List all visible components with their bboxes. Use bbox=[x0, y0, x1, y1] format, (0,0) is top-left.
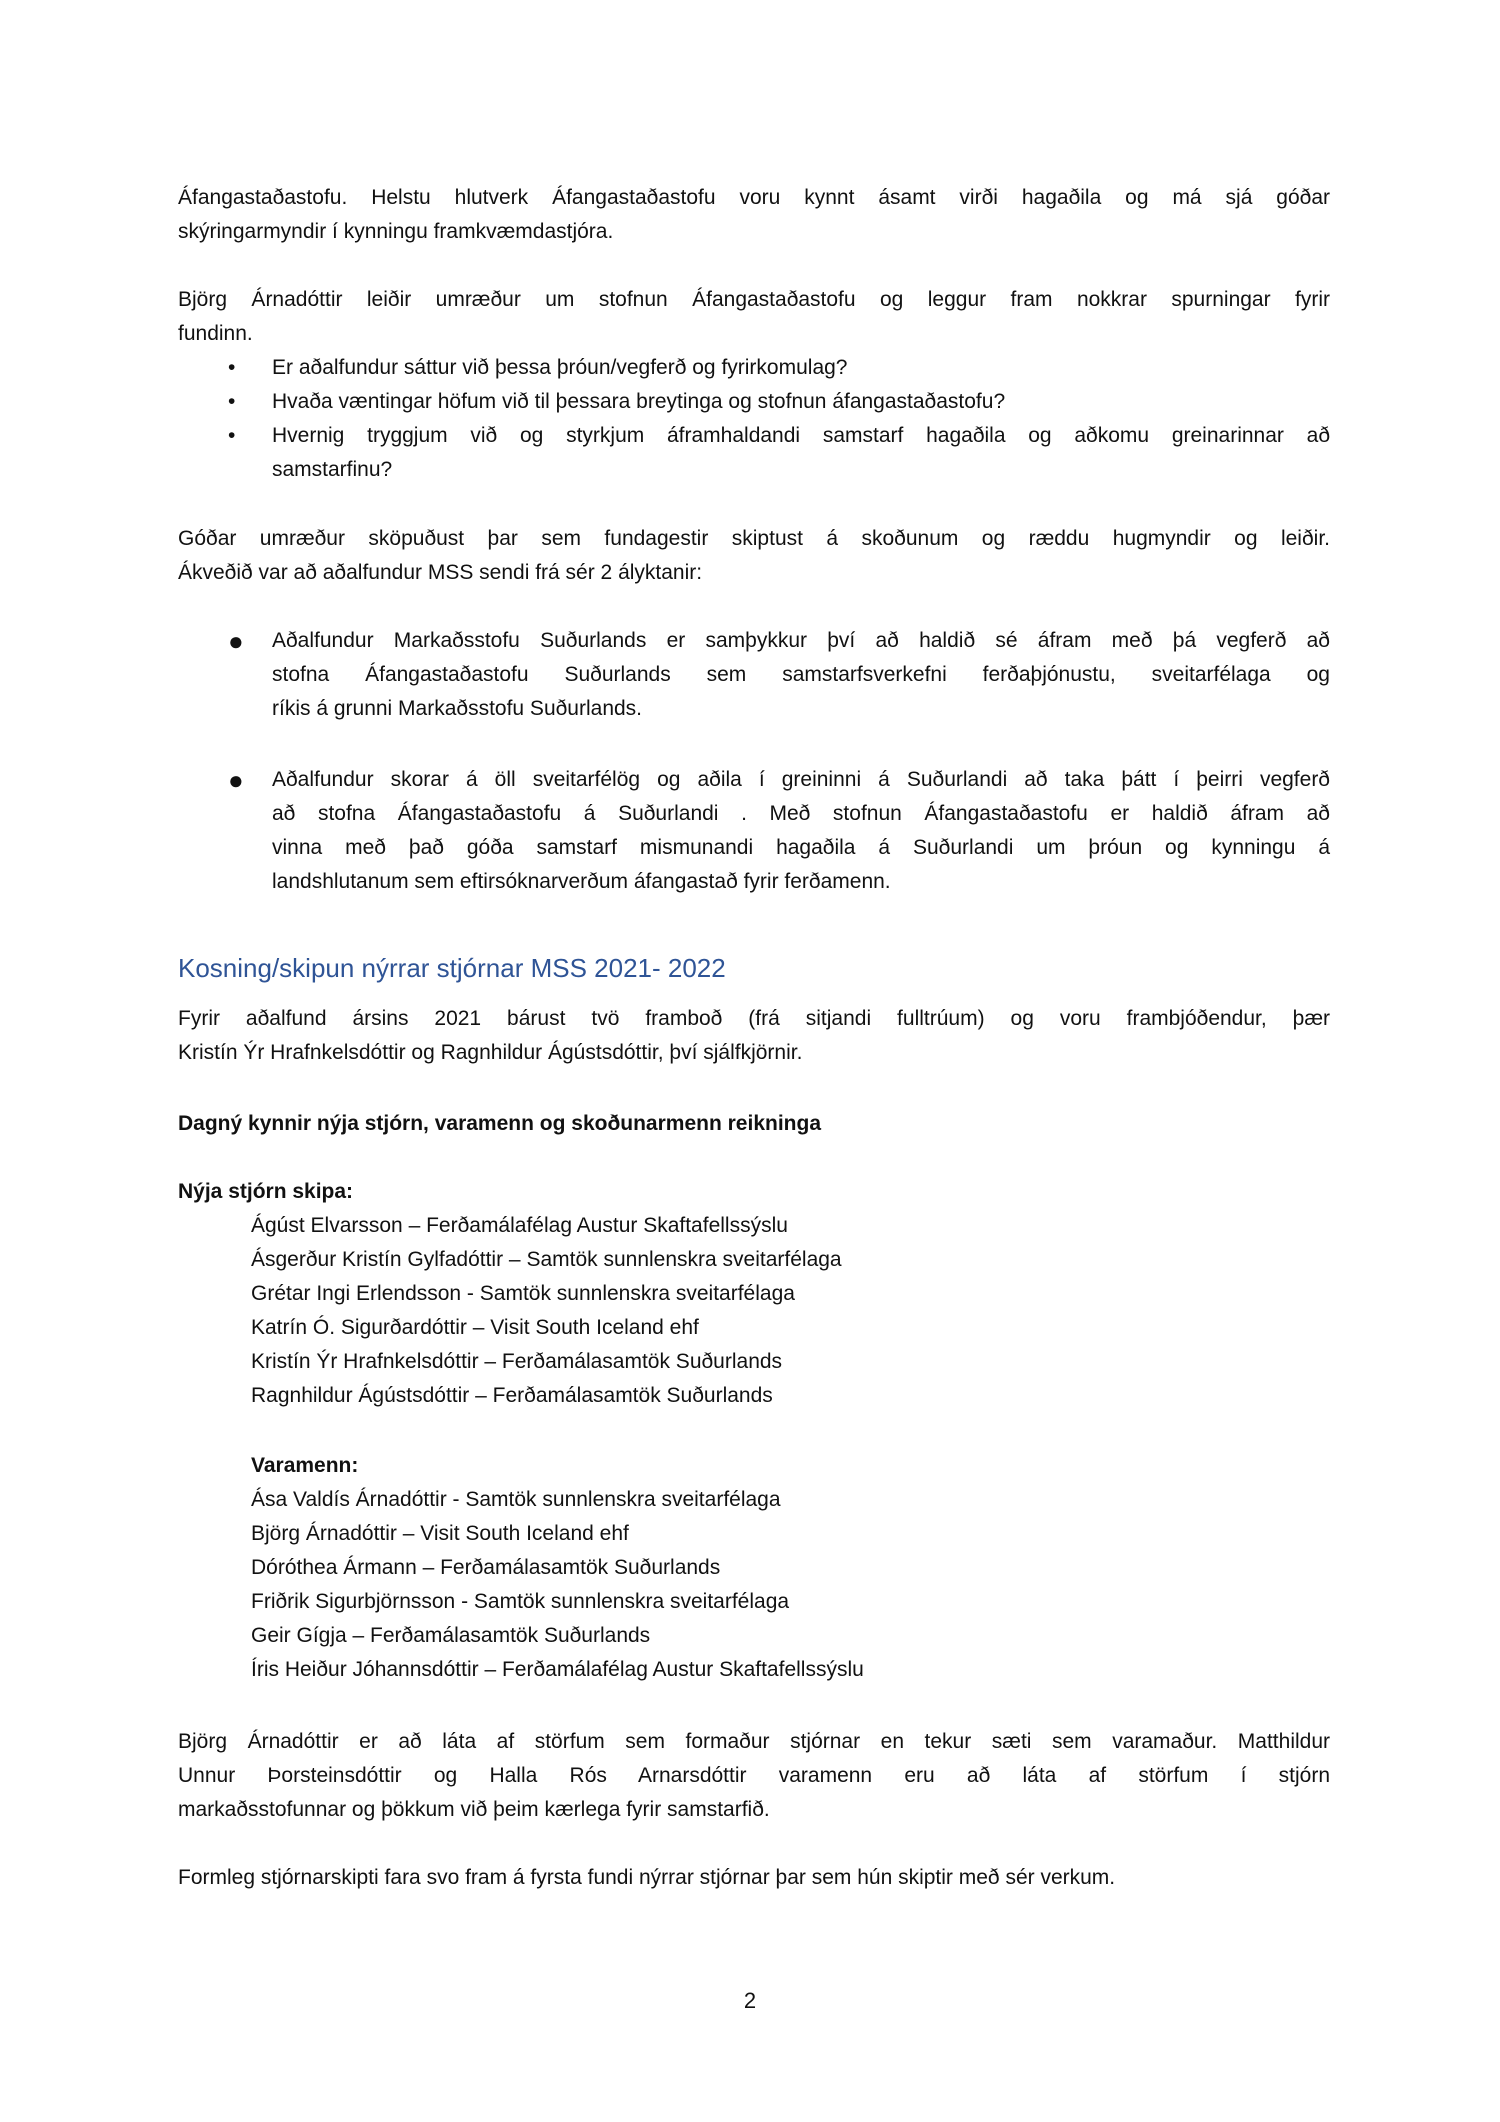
bullet-icon: ● bbox=[228, 626, 244, 656]
text-line: Kristín Ýr Hrafnkelsdóttir og Ragnhildur Ágústsdóttir, því sjálfkjörnir. bbox=[178, 1041, 803, 1064]
alternates-list bbox=[251, 1449, 1251, 1687]
bullet-icon: • bbox=[228, 356, 236, 379]
alternate-member: Friðrik Sigurbjörnsson - Samtök sunnlenskra sveitarfélaga bbox=[251, 1590, 790, 1613]
bullet-icon: ● bbox=[228, 765, 244, 795]
text-line: Aðalfundur Markaðsstofu Suðurlands er samþykkur því að haldið sé áfram með þá vegferð að bbox=[272, 629, 1330, 652]
text-line: Björg Árnadóttir leiðir umræður um stofnun Áfangastaðastofu og leggur fram nokkrar spurningar fyrir bbox=[178, 288, 1330, 311]
text-line: stofna Áfangastaðastofu Suðurlands sem samstarfsverkefni ferðaþjónustu, sveitarfélaga og bbox=[272, 663, 1330, 686]
text-line: Hvaða væntingar höfum við til þessara breytinga og stofnun áfangastaðastofu? bbox=[272, 390, 1006, 413]
list-item bbox=[228, 351, 1330, 385]
text-line: Hvernig tryggjum við og styrkjum áframhaldandi samstarf hagaðila og aðkomu greinarinnar að bbox=[272, 424, 1330, 447]
paragraph-outcome bbox=[178, 522, 1330, 590]
board-member: Katrín Ó. Sigurðardóttir – Visit South Iceland ehf bbox=[251, 1316, 699, 1339]
board-member: Kristín Ýr Hrafnkelsdóttir – Ferðamálasamtök Suðurlands bbox=[251, 1350, 783, 1373]
board-member: Grétar Ingi Erlendsson - Samtök sunnlenskra sveitarfélaga bbox=[251, 1282, 795, 1305]
text-line: ríkis á grunni Markaðsstofu Suðurlands. bbox=[272, 697, 643, 720]
text-line: Áfangastaðastofu. Helstu hlutverk Áfangastaðastofu voru kynnt ásamt virði hagaðila og má sjá góðar bbox=[178, 186, 1330, 209]
board-list bbox=[251, 1209, 1251, 1413]
alternate-member: Dóróthea Ármann – Ferðamálasamtök Suðurlands bbox=[251, 1556, 721, 1579]
alternate-member: Ása Valdís Árnadóttir - Samtök sunnlenskra sveitarfélaga bbox=[251, 1488, 781, 1511]
board-member: Ragnhildur Ágústsdóttir – Ferðamálasamtök Suðurlands bbox=[251, 1384, 773, 1407]
paragraph-handover bbox=[178, 1861, 1330, 1895]
resolutions-list-2 bbox=[228, 763, 1330, 899]
alternate-member: Björg Árnadóttir – Visit South Iceland ehf bbox=[251, 1522, 629, 1545]
text-line: Ákveðið var að aðalfundur MSS sendi frá sér 2 ályktanir: bbox=[178, 561, 703, 584]
list-item bbox=[228, 763, 1330, 899]
text-line: samstarfinu? bbox=[272, 458, 393, 481]
paragraph-discussion-lead bbox=[178, 283, 1330, 351]
board-member: Ásgerður Kristín Gylfadóttir – Samtök sunnlenskra sveitarfélaga bbox=[251, 1248, 842, 1271]
section-heading: Kosning/skipun nýrrar stjórnar MSS 2021- 2022 bbox=[178, 953, 726, 983]
text-line: landshlutanum sem eftirsóknarverðum áfangastað fyrir ferðamenn. bbox=[272, 870, 891, 893]
alternates-label: Varamenn: bbox=[251, 1454, 359, 1477]
list-item bbox=[228, 419, 1330, 487]
text-line: skýringarmyndir í kynningu framkvæmdastjóra. bbox=[178, 220, 614, 243]
text-line: Fyrir aðalfund ársins 2021 bárust tvö framboð (frá sitjandi fulltrúum) og voru frambjóðendur, þær bbox=[178, 1007, 1330, 1030]
text-line: fundinn. bbox=[178, 322, 253, 345]
questions-list bbox=[228, 351, 1330, 487]
text-line: Dagný kynnir nýja stjórn, varamenn og skoðunarmenn reikninga bbox=[178, 1112, 821, 1135]
list-item bbox=[228, 385, 1330, 419]
resolutions-list bbox=[228, 624, 1330, 726]
bold-intro bbox=[178, 1107, 1330, 1141]
alternate-member: Íris Heiður Jóhannsdóttir – Ferðamálafélag Austur Skaftafellssýslu bbox=[251, 1658, 864, 1681]
text-line: Nýja stjórn skipa: bbox=[178, 1180, 354, 1203]
alternate-member: Geir Gígja – Ferðamálasamtök Suðurlands bbox=[251, 1624, 651, 1647]
list-item bbox=[228, 624, 1330, 726]
text-line: Er aðalfundur sáttur við þessa þróun/vegferð og fyrirkomulag? bbox=[272, 356, 848, 379]
text-line: Unnur Þorsteinsdóttir og Halla Rós Arnarsdóttir varamenn eru að láta af störfum í stjórn bbox=[178, 1764, 1330, 1787]
board-member: Ágúst Elvarsson – Ferðamálafélag Austur Skaftafellssýslu bbox=[251, 1214, 788, 1237]
bullet-icon: • bbox=[228, 424, 236, 447]
board-label bbox=[178, 1175, 1330, 1209]
text-line: Aðalfundur skorar á öll sveitarfélög og aðila í greininni á Suðurlandi að taka þátt í þeirri vegferð bbox=[272, 768, 1330, 791]
text-line: að stofna Áfangastaðastofu á Suðurlandi . Með stofnun Áfangastaðastofu er haldið áfram að bbox=[272, 802, 1330, 825]
paragraph-candidates bbox=[178, 1002, 1330, 1070]
text-line: markaðsstofunnar og þökkum við þeim kærlega fyrir samstarfið. bbox=[178, 1798, 770, 1821]
paragraph-intro bbox=[178, 181, 1330, 249]
text-line: Góðar umræður sköpuðust þar sem fundagestir skiptust á skoðunum og ræddu hugmyndir og leiðir. bbox=[178, 527, 1330, 550]
text-line: Formleg stjórnarskipti fara svo fram á fyrsta fundi nýrrar stjórnar þar sem hún skiptir með sér verkum. bbox=[178, 1866, 1116, 1889]
text-line: Björg Árnadóttir er að láta af störfum sem formaður stjórnar en tekur sæti sem varamaður. Matthildur bbox=[178, 1730, 1330, 1753]
paragraph-departures bbox=[178, 1725, 1330, 1827]
bullet-icon: • bbox=[228, 390, 236, 413]
page-number: 2 bbox=[743, 1988, 757, 2013]
text-line: vinna með það góða samstarf mismunandi hagaðila á Suðurlandi um þróun og kynningu á bbox=[272, 836, 1330, 859]
